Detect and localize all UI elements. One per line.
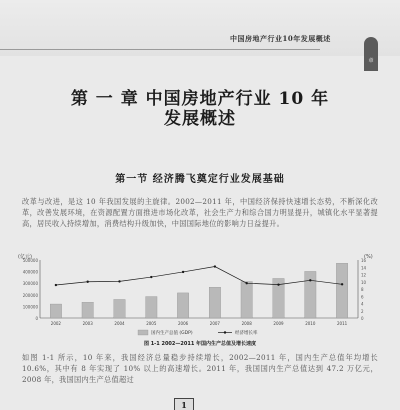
x-tick-label: 2002 <box>50 321 61 326</box>
growth-point <box>118 280 120 282</box>
growth-point <box>150 276 152 278</box>
y-left-tick: 500000 <box>22 258 38 263</box>
legend-line-label: 经济增长率 <box>235 331 258 336</box>
chapter-tab <box>364 37 378 71</box>
header-band <box>0 0 400 56</box>
gdp-bar <box>146 297 157 318</box>
header-rule <box>0 49 320 50</box>
gdp-bar <box>177 293 188 318</box>
page-number: 1 <box>174 398 194 410</box>
y-right-tick: 4 <box>361 301 364 307</box>
y-left-tick: 400000 <box>22 269 38 275</box>
y-right-tick: 14 <box>361 265 367 271</box>
legend-line-marker <box>224 331 226 333</box>
growth-point <box>214 265 216 267</box>
y-right-tick: 16 <box>361 258 367 263</box>
x-tick-label: 2008 <box>241 321 252 326</box>
gdp-bar <box>336 263 347 318</box>
x-tick-label: 2010 <box>305 321 316 326</box>
growth-point <box>341 283 343 285</box>
gdp-bar <box>209 287 220 318</box>
gdp-bar <box>114 299 125 318</box>
y-right-tick: 8 <box>361 287 364 292</box>
x-tick-label: 2004 <box>114 321 125 326</box>
y-left-tick: 300000 <box>22 281 38 287</box>
x-tick-label: 2005 <box>146 321 157 326</box>
x-tick-label: 2007 <box>209 321 220 326</box>
y-left-tick: 0 <box>35 316 38 321</box>
legend-bar-swatch <box>138 330 148 335</box>
growth-point <box>309 279 311 281</box>
growth-point <box>182 271 184 273</box>
growth-point <box>246 282 248 284</box>
y-right-tick: 12 <box>361 272 367 278</box>
y-right-tick: 6 <box>361 294 364 300</box>
x-tick-label: 2009 <box>273 321 284 326</box>
chapter-title-line2: 发展概述 <box>164 109 236 129</box>
x-tick-label: 2003 <box>82 321 93 326</box>
gdp-bar <box>241 282 252 318</box>
y-right-label: (%) <box>364 254 373 260</box>
x-tick-label: 2006 <box>178 321 189 326</box>
y-left-tick: 200000 <box>22 292 38 298</box>
chapter-title: 第 一 章 中国房地产行业 10 年 <box>70 89 330 109</box>
y-left-label: (亿元) <box>18 254 32 260</box>
y-right-tick: 10 <box>361 279 367 285</box>
chapter-tab-label: 章 <box>368 58 374 64</box>
gdp-chart <box>18 252 382 352</box>
gdp-bar <box>82 302 93 318</box>
x-tick-label: 2011 <box>337 321 348 326</box>
growth-point <box>87 281 89 283</box>
figure-caption: 图 1-1 2002—2011 年国内生产总值及增长速度 <box>143 341 257 347</box>
growth-line <box>56 267 342 285</box>
y-right-tick: 0 <box>361 316 364 321</box>
gdp-bar <box>305 271 316 318</box>
gdp-bar <box>50 304 61 318</box>
running-head: 中国房地产行业10年发展概述 <box>230 34 331 43</box>
growth-point <box>277 283 279 285</box>
section-title: 第一节 经济腾飞奠定行业发展基础 <box>115 174 285 185</box>
body-paragraph: 改革与改进，是这 10 年我国发展的主旋律。2002—2011 年，中国经济保持快速增长态势，不断深化改革，改善发展环境，在资源配置方面推进市场化改革，社会生产力和综合国力明显提升，城镇化水平显著提高，居民收入持续增加，消费结构升级加快，中国国际地位的影响力日益提升。 <box>22 197 378 228</box>
y-left-tick: 100000 <box>22 304 38 310</box>
growth-point <box>55 284 57 286</box>
legend-bar-label: 国内生产总值 (GDP) <box>151 331 193 336</box>
y-right-tick: 2 <box>361 308 364 314</box>
body-paragraph-2: 如图 1-1 所示，10 年来，我国经济总量稳步持续增长，2002—2011 年，国内生产总值年均增长 10.6%，其中有 8 年实现了 10% 以上的高速增长。2011 年，我国国内生产总值达到 47.2 万亿元，2008 年，我国国内生产总值超过 <box>22 353 378 384</box>
